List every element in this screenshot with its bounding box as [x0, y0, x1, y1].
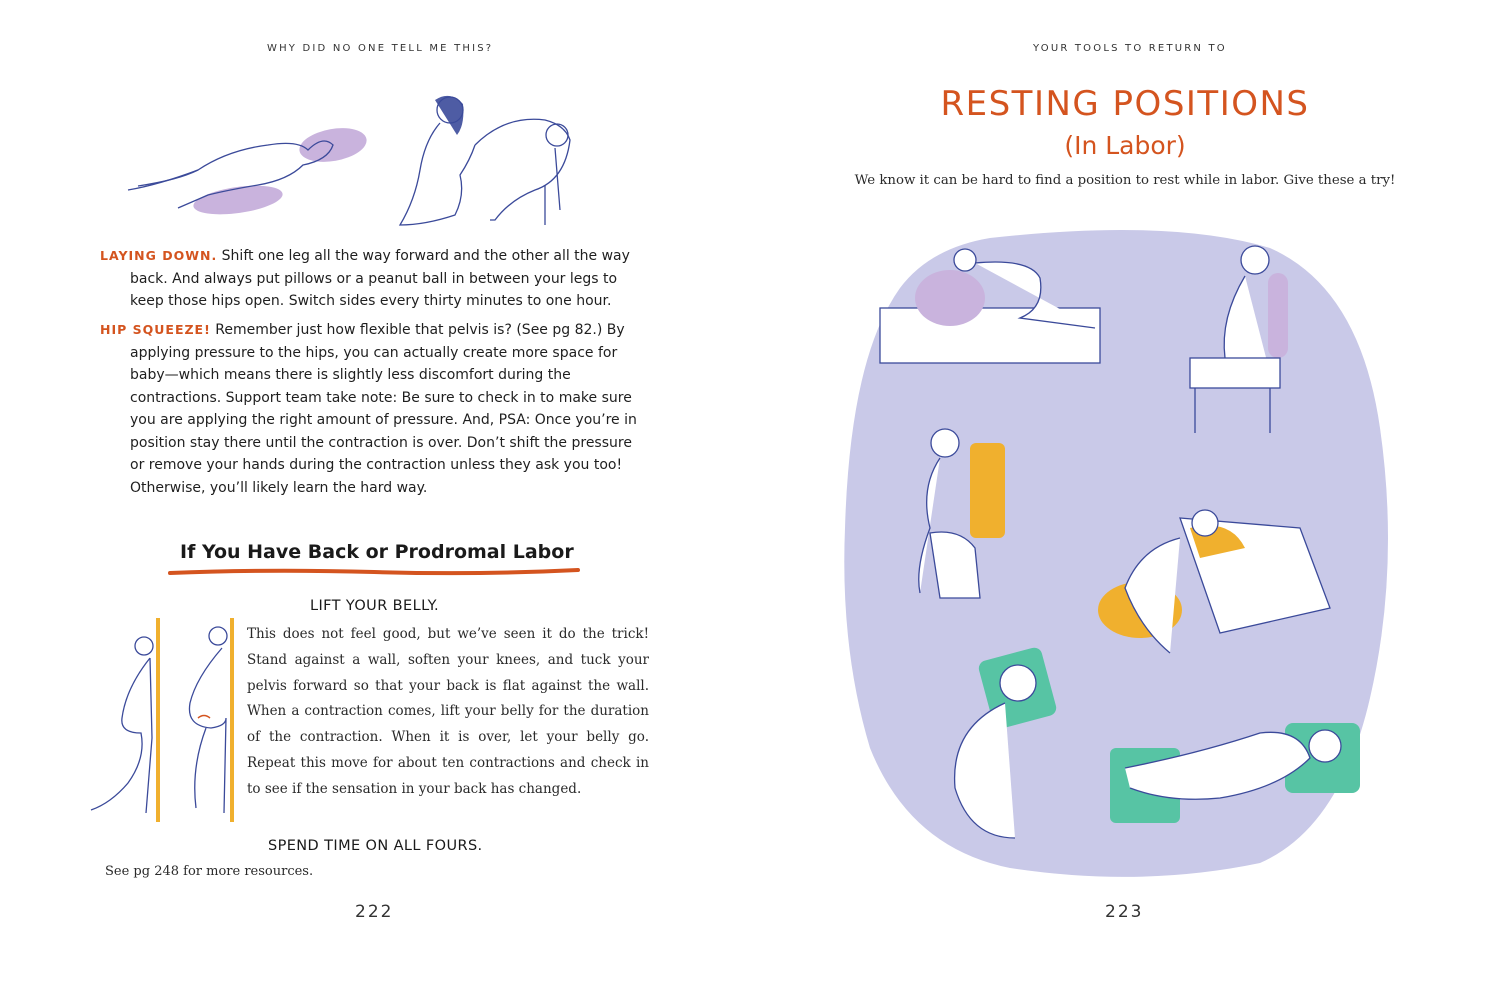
page-title: RESTING POSITIONS	[940, 84, 1310, 124]
page-subtitle: (In Labor)	[1064, 131, 1186, 160]
top-illustration	[118, 90, 378, 230]
wall-illustration	[86, 618, 238, 824]
hip-squeeze-text: Remember just how flexible that pelvis is? (See pg 82.) By applying pressure to the hips, you can actually create more space for baby—which means there is slightly less discomfort during the contractions. Support team take note: Be sure to check in to make sure you are applying the right amount of pressure. And, PSA: Once you’re in position stay there until the contraction is over. Don’t shift the pressure or remove your hands during the contraction unless they ask you too! Otherwise, you’ll likely learn the hard way.	[130, 322, 637, 496]
page-number: 222	[355, 902, 394, 922]
running-head: WHY DID NO ONE TELL ME THIS?	[267, 43, 494, 54]
hip-squeeze-term: HIP SQUEEZE!	[100, 322, 211, 337]
lift-belly-text: This does not feel good, but we’ve seen it do the trick! Stand against a wall, soften your knees, and tuck your pelvis forward so that your back is flat against the wall. When a contraction comes, lift your belly for the duration of the contraction. When it is over, let your belly go. Repeat this move for about ten contractions and check in to see if the sensation in your back has changed.	[247, 626, 649, 797]
section-title: If You Have Back or Prodromal Labor	[180, 541, 574, 563]
lavender-leg-pillow	[192, 181, 285, 219]
page-number: 223	[1105, 902, 1144, 922]
laying-down-term: LAYING DOWN.	[100, 248, 218, 263]
right-page	[750, 0, 1500, 981]
see-more-text: See pg 248 for more resources.	[105, 864, 314, 879]
all-fours-heading: SPEND TIME ON ALL FOURS.	[268, 838, 483, 854]
laying-down-text: Shift one leg all the way forward and the other all the way back. And always put pillows or a peanut ball in between your legs to keep those hips open. Switch sides every thirty minutes to one hour.	[130, 248, 630, 309]
laying-down-entry	[100, 245, 640, 313]
resting-positions-illustration	[840, 228, 1400, 878]
all-fours-illustration	[395, 90, 595, 235]
running-head: YOUR TOOLS TO RETURN TO	[1033, 43, 1227, 54]
intro-text: We know it can be hard to find a position to rest while in labor. Give these a try!	[854, 173, 1396, 188]
lift-belly-heading: LIFT YOUR BELLY.	[310, 598, 439, 614]
hip-squeeze-entry	[100, 319, 640, 499]
brush-underline	[168, 566, 580, 578]
